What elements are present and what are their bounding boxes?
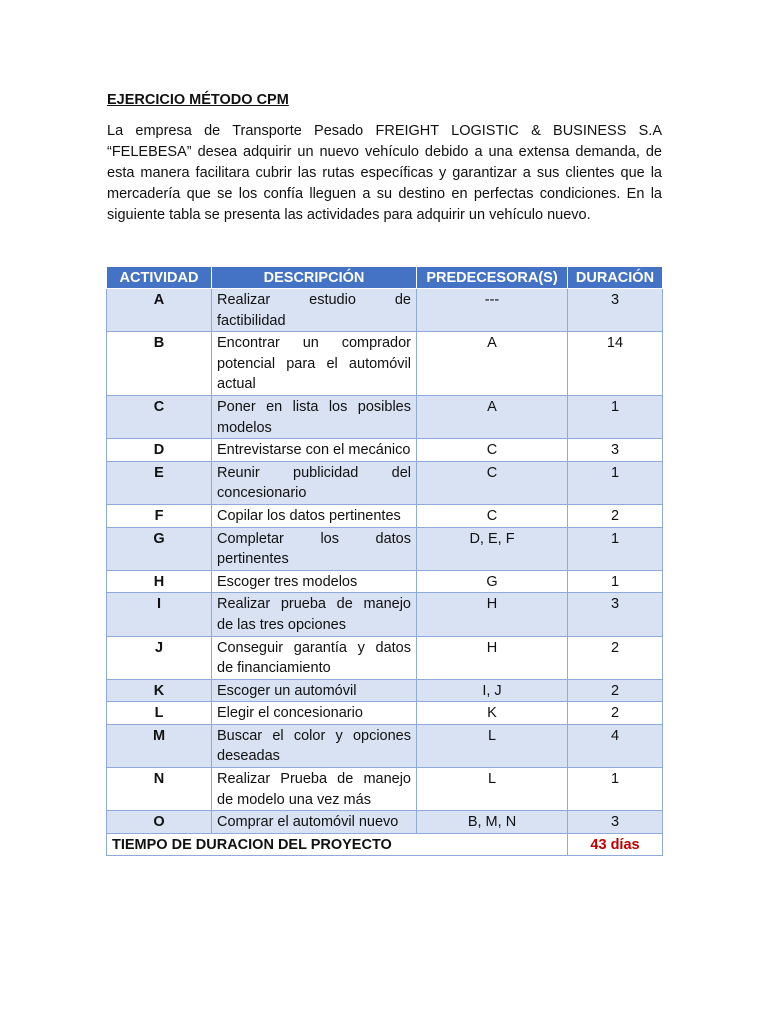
table-row: [107, 768, 663, 811]
activity-predecessors: B, M, N: [417, 811, 568, 834]
activity-code: F: [107, 504, 212, 527]
activity-code: M: [107, 724, 212, 767]
activity-code: B: [107, 332, 212, 396]
activity-predecessors: C: [417, 439, 568, 462]
activity-duration: 2: [568, 504, 663, 527]
table-row: [107, 289, 663, 332]
activity-duration: 1: [568, 395, 663, 438]
activity-predecessors: G: [417, 570, 568, 593]
table-row: [107, 636, 663, 679]
activity-duration: 1: [568, 570, 663, 593]
activity-code: I: [107, 593, 212, 636]
header-predecesoras: PREDECESORA(S): [417, 267, 568, 289]
table-row: [107, 527, 663, 570]
activity-predecessors: K: [417, 702, 568, 725]
activity-description: Comprar el automóvil nuevo: [212, 811, 417, 834]
activity-description: Reunir publicidad del concesionario: [212, 461, 417, 504]
activity-code: E: [107, 461, 212, 504]
activity-code: A: [107, 289, 212, 332]
table-row: [107, 504, 663, 527]
activity-duration: 14: [568, 332, 663, 396]
document-title: EJERCICIO MÉTODO CPM: [107, 92, 289, 108]
table-row: [107, 461, 663, 504]
table-row: [107, 593, 663, 636]
activity-predecessors: H: [417, 636, 568, 679]
table-row: [107, 570, 663, 593]
header-duracion: DURACIÓN: [568, 267, 663, 289]
activity-duration: 3: [568, 811, 663, 834]
activity-description: Escoger un automóvil: [212, 679, 417, 702]
intro-paragraph: La empresa de Transporte Pesado FREIGHT LOGISTIC & BUSINESS S.A “FELEBESA” desea adquirir un nuevo vehículo debido a una extensa demanda, de esta manera facilitara cubrir las rutas específicas y garantizar a sus clientes que la mercadería que se los confía lleguen a su destino en perfectas condiciones. En la siguiente tabla se presenta las actividades para adquirir un vehículo nuevo.: [107, 123, 662, 223]
cpm-activity-table: [106, 266, 663, 856]
activity-description: Poner en lista los posibles modelos: [212, 395, 417, 438]
activity-duration: 3: [568, 439, 663, 462]
activity-duration: 1: [568, 527, 663, 570]
activity-code: J: [107, 636, 212, 679]
table-row: [107, 724, 663, 767]
total-value: 43 días: [568, 833, 663, 856]
activity-predecessors: H: [417, 593, 568, 636]
activity-predecessors: C: [417, 461, 568, 504]
table-header-row: [107, 267, 663, 289]
activity-description: Conseguir garantía y datos de financiamiento: [212, 636, 417, 679]
activity-description: Encontrar un comprador potencial para el automóvil actual: [212, 332, 417, 396]
activity-predecessors: ---: [417, 289, 568, 332]
table-row: [107, 439, 663, 462]
activity-duration: 1: [568, 768, 663, 811]
activity-predecessors: A: [417, 395, 568, 438]
activity-predecessors: I, J: [417, 679, 568, 702]
header-descripcion: DESCRIPCIÓN: [212, 267, 417, 289]
activity-duration: 2: [568, 702, 663, 725]
activity-duration: 3: [568, 289, 663, 332]
table-row: [107, 679, 663, 702]
activity-description: Realizar estudio de factibilidad: [212, 289, 417, 332]
activity-duration: 2: [568, 636, 663, 679]
activity-duration: 3: [568, 593, 663, 636]
activity-code: O: [107, 811, 212, 834]
total-label: TIEMPO DE DURACION DEL PROYECTO: [107, 833, 568, 856]
activity-predecessors: D, E, F: [417, 527, 568, 570]
table-row: [107, 332, 663, 396]
activity-duration: 2: [568, 679, 663, 702]
activity-code: H: [107, 570, 212, 593]
activity-description: Elegir el concesionario: [212, 702, 417, 725]
total-row: [107, 833, 663, 856]
activity-predecessors: A: [417, 332, 568, 396]
activity-description: Escoger tres modelos: [212, 570, 417, 593]
activity-code: C: [107, 395, 212, 438]
activity-code: D: [107, 439, 212, 462]
header-actividad: ACTIVIDAD: [107, 267, 212, 289]
activity-duration: 4: [568, 724, 663, 767]
activity-description: Buscar el color y opciones deseadas: [212, 724, 417, 767]
activity-description: Realizar Prueba de manejo de modelo una vez más: [212, 768, 417, 811]
activity-description: Copilar los datos pertinentes: [212, 504, 417, 527]
activity-description: Entrevistarse con el mecánico: [212, 439, 417, 462]
table-row: [107, 811, 663, 834]
activity-code: G: [107, 527, 212, 570]
activity-predecessors: C: [417, 504, 568, 527]
table-row: [107, 702, 663, 725]
activity-code: N: [107, 768, 212, 811]
table-row: [107, 395, 663, 438]
activity-code: K: [107, 679, 212, 702]
activity-description: Completar los datos pertinentes: [212, 527, 417, 570]
activity-code: L: [107, 702, 212, 725]
activity-predecessors: L: [417, 724, 568, 767]
activity-predecessors: L: [417, 768, 568, 811]
activity-description: Realizar prueba de manejo de las tres opciones: [212, 593, 417, 636]
activity-duration: 1: [568, 461, 663, 504]
